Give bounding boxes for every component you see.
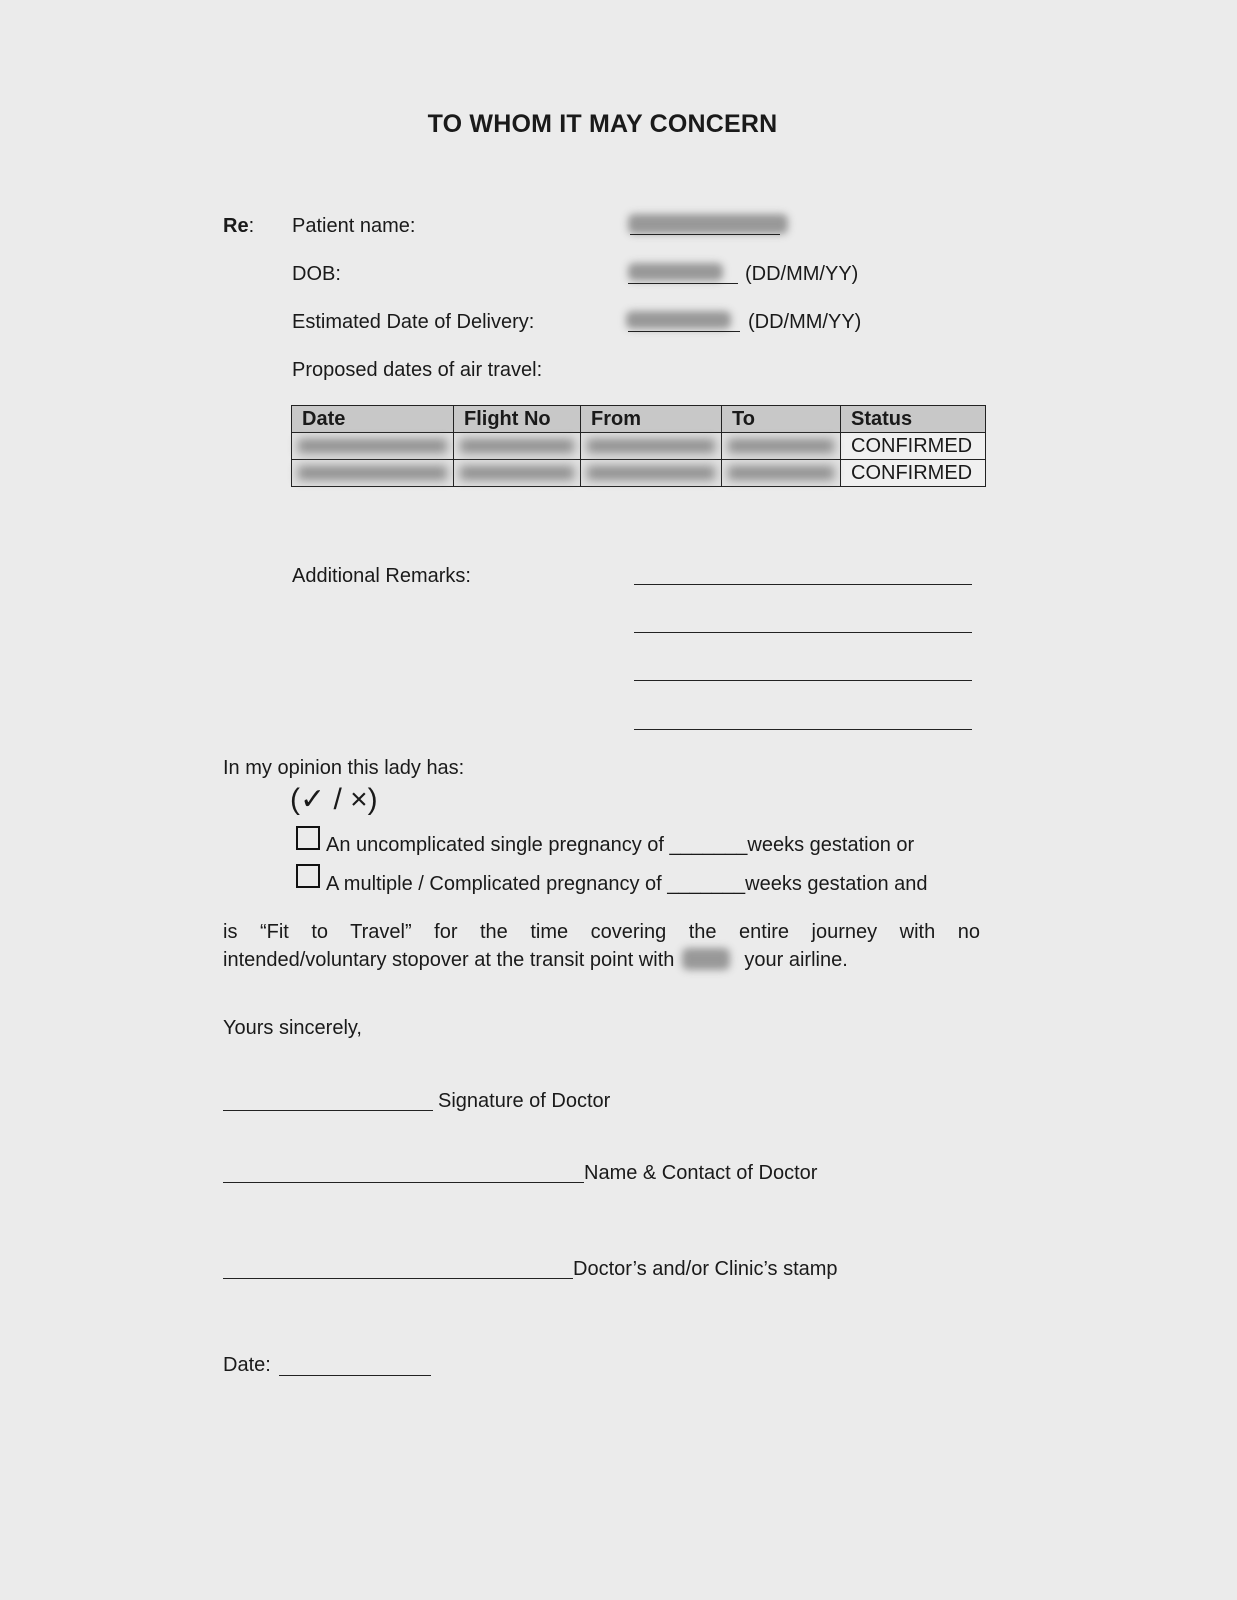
- fit-to-travel-line-1: is “Fit to Travel” for the time covering the entire journey with no: [223, 921, 980, 943]
- redaction-smear: [728, 439, 834, 453]
- redacted-date-cell: [292, 460, 454, 487]
- table-row: [292, 460, 986, 487]
- closing: Yours sincerely,: [223, 1017, 362, 1039]
- patient-name-label: Patient name:: [292, 215, 416, 237]
- fit-to-travel-line-2: [223, 944, 848, 972]
- re-label: [223, 214, 254, 238]
- signature-label: Signature of Doctor: [438, 1090, 611, 1112]
- dob-label: DOB:: [292, 263, 341, 285]
- status-cell: CONFIRMED: [841, 460, 986, 487]
- redaction-smear: [298, 466, 447, 480]
- opinion-intro: In my opinion this lady has:: [223, 757, 465, 779]
- header-to: To: [722, 406, 841, 433]
- table-row: [292, 433, 986, 460]
- complicated-pregnancy-checkbox[interactable]: [296, 864, 320, 888]
- patient-name-field-line[interactable]: [630, 234, 780, 235]
- table-header-row: [292, 406, 986, 433]
- dob-format: (DD/MM/YY): [745, 263, 859, 285]
- redaction-smear: [587, 466, 715, 480]
- redacted-flight-cell: [454, 460, 581, 487]
- dob-field-line[interactable]: [628, 283, 738, 284]
- redacted-from-cell: [581, 460, 722, 487]
- redacted-to-cell: [722, 460, 841, 487]
- fit-to-travel-line-2-end: your airline.: [744, 949, 848, 971]
- travel-table: [291, 405, 986, 487]
- fit-to-travel-line-2-start: intended/voluntary stopover at the transit point with: [223, 949, 675, 971]
- header-flight-no: Flight No: [454, 406, 581, 433]
- status-cell: CONFIRMED: [841, 433, 986, 460]
- remarks-label: Additional Remarks:: [292, 565, 471, 587]
- edd-label: Estimated Date of Delivery:: [292, 311, 535, 333]
- check-cross-legend: (✓ / ×): [290, 783, 378, 816]
- redacted-to-cell: [722, 433, 841, 460]
- redaction-smear: [460, 466, 574, 480]
- redacted-date-cell: [292, 433, 454, 460]
- signature-line[interactable]: [223, 1110, 433, 1111]
- header-from: From: [581, 406, 722, 433]
- uncomplicated-pregnancy-label: An uncomplicated single pregnancy of _______weeks gestation or: [326, 834, 915, 856]
- stamp-label: Doctor’s and/or Clinic’s stamp: [573, 1258, 838, 1280]
- redacted-patient-name: [628, 214, 788, 234]
- redacted-from-cell: [581, 433, 722, 460]
- redacted-airline-wrap: [674, 948, 744, 970]
- name-contact-label: Name & Contact of Doctor: [584, 1162, 818, 1184]
- name-contact-line[interactable]: [223, 1182, 584, 1183]
- redacted-airline: [682, 948, 730, 970]
- header-date: Date: [292, 406, 454, 433]
- remarks-line-2[interactable]: [634, 632, 972, 633]
- edd-format: (DD/MM/YY): [748, 311, 862, 333]
- stamp-line[interactable]: [223, 1278, 573, 1279]
- re-label-text: Re: [223, 215, 249, 237]
- redacted-edd: [626, 311, 731, 329]
- remarks-line-3[interactable]: [634, 680, 972, 681]
- date-line[interactable]: [279, 1375, 431, 1376]
- page-title: TO WHOM IT MAY CONCERN: [427, 110, 778, 138]
- redaction-smear: [460, 439, 574, 453]
- redaction-smear: [728, 466, 834, 480]
- uncomplicated-pregnancy-checkbox[interactable]: [296, 826, 320, 850]
- redacted-dob: [628, 263, 723, 281]
- date-label: Date:: [223, 1354, 271, 1376]
- edd-field-line[interactable]: [628, 331, 740, 332]
- travel-dates-label: Proposed dates of air travel:: [292, 359, 543, 381]
- redacted-flight-cell: [454, 433, 581, 460]
- complicated-pregnancy-label: A multiple / Complicated pregnancy of _______weeks gestation and: [326, 873, 928, 895]
- header-status: Status: [841, 406, 986, 433]
- redaction-smear: [587, 439, 715, 453]
- remarks-line-1[interactable]: [634, 584, 972, 585]
- redaction-smear: [298, 439, 447, 453]
- re-colon: :: [248, 215, 255, 237]
- remarks-line-4[interactable]: [634, 729, 972, 730]
